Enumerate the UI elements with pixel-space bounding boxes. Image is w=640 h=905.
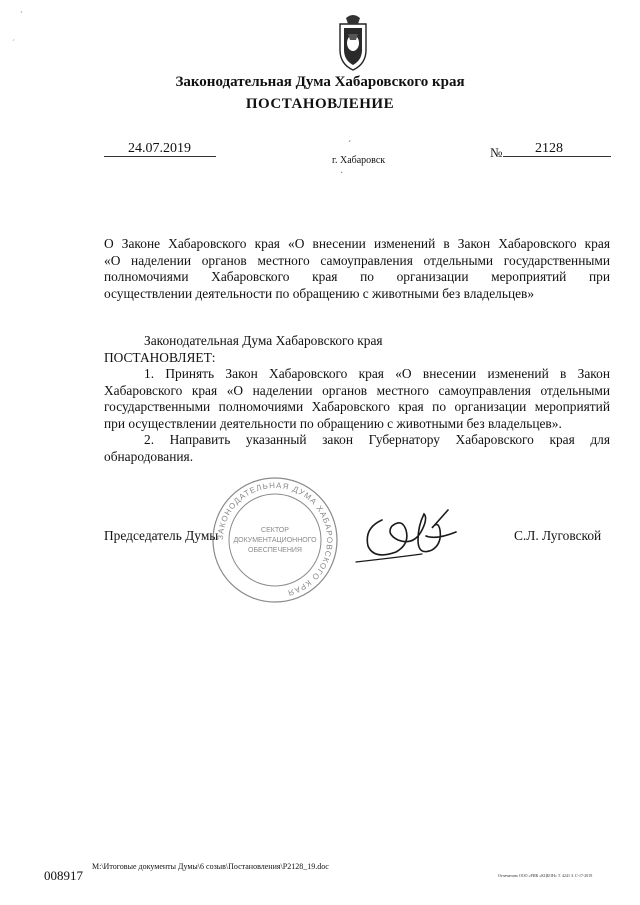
resolution-body: [104, 366, 610, 465]
document-code: 008917: [44, 868, 83, 883]
document-subject: [104, 236, 610, 302]
date-underline: [104, 156, 216, 157]
file-path: M:\Итоговые документы Думы\6 созыв\Постановления\P2128_19.doc: [92, 862, 329, 871]
city: г. Хабаровск: [332, 155, 386, 166]
subject-line: «О наделении органов местного самоуправления отдельными государственными: [104, 252, 610, 268]
organization-title: Законодательная Дума Хабаровского края: [175, 74, 465, 90]
official-stamp: [210, 475, 340, 605]
body-line: 2. Направить указанный закон Губернатору Хабаровского края для: [144, 432, 610, 447]
subject-line: осуществлении деятельности по обращению с животными без владельцев»: [104, 285, 535, 301]
number-sign: №: [490, 145, 503, 160]
scan-mark: ˊ: [348, 140, 352, 151]
number-underline: [503, 156, 611, 157]
stamp-inner-line: ДОКУМЕНТАЦИОННОГО: [233, 537, 317, 544]
document-type: ПОСТАНОВЛЕНИЕ: [245, 96, 395, 112]
scan-mark: ·: [340, 168, 344, 179]
body-line: Хабаровского края «О наделении органов местного самоуправления отдельными: [104, 382, 610, 398]
signatory-name: С.Л. Луговской: [514, 528, 602, 543]
body-line: 1. Принять Закон Хабаровского края «О внесении изменений в Закон: [144, 366, 610, 381]
stamp-inner-line: СЕКТОР: [261, 527, 289, 534]
deciding-body: Законодательная Дума Хабаровского края: [144, 333, 383, 348]
document-number: 2128: [535, 141, 563, 156]
body-line: государственными полномочиями Хабаровского края по организации мероприятий: [104, 399, 610, 414]
stamp-outer-text: ЗАКОНОДАТЕЛЬНАЯ ДУМА ХАБАРОВСКОГО КРАЯ: [215, 480, 335, 598]
body-line: обнародования.: [104, 448, 194, 464]
coat-of-arms-emblem: [330, 10, 376, 72]
body-line: при осуществлении деятельности по обращению с животными без владельцев».: [104, 415, 562, 431]
scan-mark: ˊ: [12, 38, 15, 48]
stamp-inner-line: ОБЕСПЕЧЕНИЯ: [248, 547, 302, 554]
decision-keyword: ПОСТАНОВЛЯЕТ:: [104, 350, 216, 365]
subject-line: полномочиями Хабаровского края по организации мероприятий при: [104, 269, 610, 284]
document-date: 24.07.2019: [128, 141, 191, 156]
subject-line: О Законе Хабаровского края «О внесении изменений в Закон Хабаровского края: [104, 236, 610, 251]
handwritten-signature: [352, 500, 464, 572]
signatory-position: Председатель Думы: [104, 528, 219, 543]
scan-mark: `: [20, 10, 23, 20]
printer-info: Отпечатано ООО «РИК «КЦБОН» Т. 4241 З. С-17-2019: [498, 873, 593, 878]
